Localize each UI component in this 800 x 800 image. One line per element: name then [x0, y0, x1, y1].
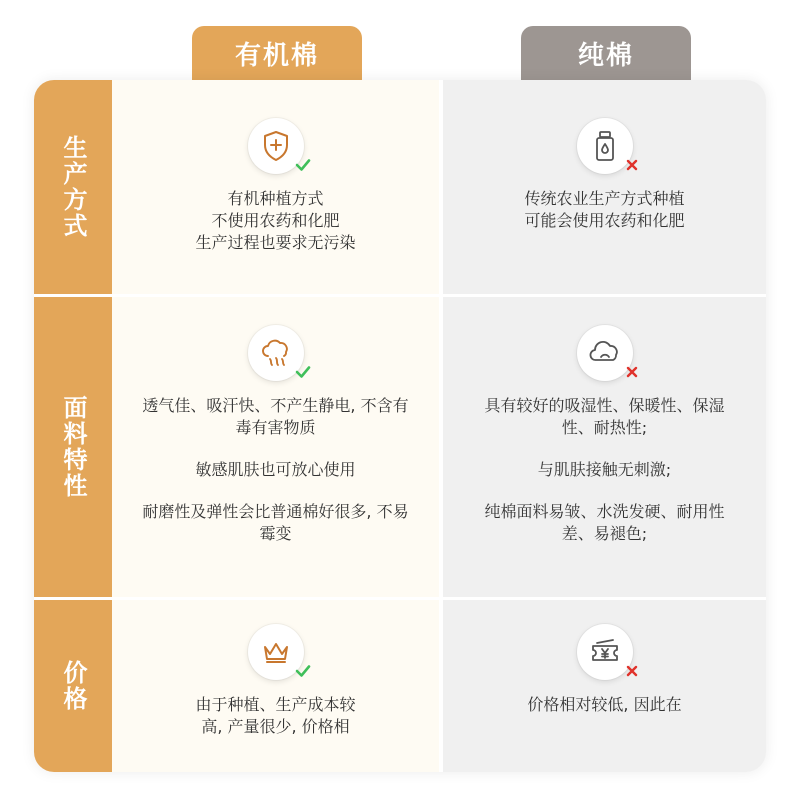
organic-production-text: [195, 188, 355, 254]
shield-plus-icon: [248, 118, 304, 174]
text-line: 有机种植方式: [227, 189, 324, 208]
cross-icon: [623, 363, 641, 381]
organic-fabric-cell: [112, 325, 439, 545]
cloud-frown-icon: [577, 325, 633, 381]
row-divider: [34, 294, 766, 297]
cotton-production-cell: [443, 118, 766, 232]
organic-production-cell: [112, 118, 439, 254]
text-paragraph: 纯棉面料易皱、水洗发硬、耐用性差、易褪色;: [484, 502, 725, 543]
organic-fabric-text: [136, 395, 416, 545]
check-icon: [294, 156, 312, 174]
check-icon: [294, 662, 312, 680]
text-paragraph: 敏感肌肤也可放心使用: [195, 460, 356, 479]
text-line: 价格相对较低, 因此在: [527, 695, 682, 714]
text-paragraph: 与肌肤接触无刺激;: [537, 460, 672, 479]
text-line: 传统农业生产方式种植: [524, 189, 685, 208]
text-line: 不使用农药和化肥: [211, 211, 340, 230]
crown-icon: [248, 624, 304, 680]
row-label-fabric: 面料特性: [59, 395, 87, 499]
row-divider: [34, 597, 766, 600]
cotton-production-text: [524, 188, 684, 232]
cotton-price-text: [527, 694, 681, 716]
comparison-table: [34, 80, 766, 772]
text-paragraph: 耐磨性及弹性会比普通棉好很多, 不易霉变: [142, 502, 409, 543]
yuan-ticket-icon: [577, 624, 633, 680]
text-line: 高, 产量很少, 价格相: [201, 717, 350, 736]
text-paragraph: 透气佳、吸汗快、不产生静电, 不含有毒有害物质: [142, 396, 409, 437]
cloud-breeze-icon: [248, 325, 304, 381]
cotton-fabric-text: [470, 395, 740, 545]
row-label-price: 价格: [59, 660, 87, 712]
cotton-price-cell: [443, 624, 766, 716]
cross-icon: [623, 156, 641, 174]
pure-cotton-header: 纯棉: [521, 26, 691, 80]
text-line: 可能会使用农药和化肥: [524, 211, 685, 230]
cross-icon: [623, 662, 641, 680]
cotton-fabric-cell: [443, 325, 766, 545]
bottle-drop-icon: [577, 118, 633, 174]
organic-price-text: [195, 694, 355, 738]
text-paragraph: 具有较好的吸湿性、保暖性、保湿性、耐热性;: [484, 396, 725, 437]
text-line: 生产过程也要求无污染: [195, 233, 356, 252]
check-icon: [294, 363, 312, 381]
row-label-production: 生产方式: [59, 135, 87, 239]
text-line: 由于种植、生产成本较: [195, 695, 356, 714]
organic-cotton-header: 有机棉: [192, 26, 362, 80]
organic-price-cell: [112, 624, 439, 738]
